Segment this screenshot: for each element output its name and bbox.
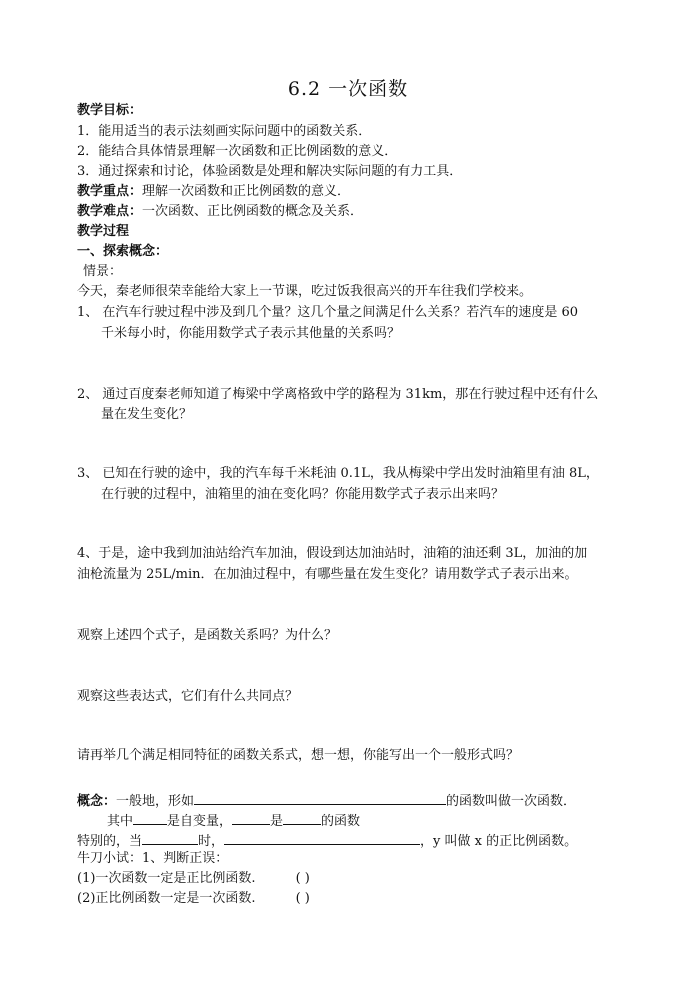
blank-function-of-1[interactable]: [232, 811, 270, 825]
question-3-line-2: 在行驶的过程中，油箱里的油在变化吗？你能用数学式子表示出来吗？: [101, 487, 505, 502]
blank-condition[interactable]: [142, 831, 198, 845]
concept-post: 的函数叫做一次函数．: [446, 794, 577, 809]
difficulty-label: 教学难点：: [77, 204, 143, 219]
question-2-line-1: 2、 通过百度秦老师知道了梅梁中学离格致中学的路程为 31km，那在行驶过程中还有什么: [77, 387, 599, 402]
key-point-label: 教学重点：: [77, 184, 143, 199]
sub-text-4: 的函数: [321, 814, 361, 829]
objectives-heading: 教学目标：: [77, 103, 143, 118]
observe-question-1: 观察上述四个式子，是函数关系吗？为什么？: [77, 628, 338, 643]
blank-proportional-form[interactable]: [224, 831, 420, 845]
intro-text: 今天，秦老师很荣幸能给大家上一节课，吃过饭我很高兴的开车往我们学校来。: [77, 284, 533, 299]
quiz-item: [77, 891, 310, 907]
page-title: 6.2 一次函数: [287, 78, 409, 100]
concept-pre: 一般地，形如: [116, 794, 195, 809]
special-text-1: 特别的，当: [77, 834, 143, 849]
answer-parentheses[interactable]: ( ): [295, 891, 310, 906]
key-point: [77, 184, 350, 200]
quiz-statement: (1)一次函数一定是正比例函数.: [77, 871, 256, 886]
section-heading: 一、探索概念：: [77, 244, 169, 259]
special-text-2: 时，: [198, 834, 225, 849]
objective-item: 2．能结合具体情景理解一次函数和正比例函数的意义．: [77, 144, 398, 159]
observe-question-2: 观察这些表达式，它们有什么共同点？: [77, 689, 299, 704]
sub-text-1: 其中: [107, 814, 134, 829]
question-4-line-2: 油枪流量为 25L/min．在加油过程中，有哪些量在发生变化？请用数学式子表示出来。: [77, 567, 578, 582]
difficulty: [77, 204, 363, 220]
general-form-prompt: 请再举几个满足相同特征的函数关系式，想一想，你能写出一个一般形式吗？: [77, 748, 520, 763]
objective-item: 3．通过探索和讨论，体验函数是处理和解决实际问题的有力工具．: [77, 164, 463, 179]
special-case-line: [77, 831, 577, 850]
objective-item: 1．能用适当的表示法刻画实际问题中的函数关系．: [77, 124, 372, 139]
sub-text-2: 是自变量，: [167, 814, 233, 829]
quiz-item: [77, 871, 310, 887]
scenario-label: 情景：: [83, 264, 123, 279]
process-heading: 教学过程: [77, 224, 130, 239]
question-3-line-1: 3、 已知在行驶的途中，我的汽车每千米耗油 0.1L，我从梅梁中学出发时油箱里有油 8L，: [77, 466, 599, 481]
concept-sub-line: [107, 811, 360, 830]
quiz-statement: (2)正比例函数一定是一次函数.: [77, 891, 256, 906]
sub-text-3: 是: [270, 814, 284, 829]
question-4-line-1: 4、于是，途中我到加油站给汽车加油，假设到达加油站时，油箱的油还剩 3L，加油的加: [77, 546, 588, 561]
blank-function-of-2[interactable]: [283, 811, 321, 825]
concept-label: 概念：: [77, 794, 117, 809]
blank-variable[interactable]: [133, 811, 167, 825]
special-text-3: ，y 叫做 x 的正比例函数。: [420, 834, 578, 849]
question-2-line-2: 量在发生变化？: [101, 407, 193, 422]
question-1-line-1: 1、 在汽车行驶过程中涉及到几个量？这几个量之间满足什么关系？若汽车的速度是 60: [77, 305, 579, 320]
key-point-text: 理解一次函数和正比例函数的意义．: [142, 184, 351, 199]
question-1-line-2: 千米每小时，你能用数学式子表示其他量的关系吗？: [101, 326, 401, 341]
concept-line: [77, 791, 576, 810]
answer-parentheses[interactable]: ( ): [295, 871, 310, 886]
quiz-heading: 牛刀小试：1、判断正误：: [77, 851, 229, 866]
difficulty-text: 一次函数、正比例函数的概念及关系．: [142, 204, 364, 219]
blank-general-form[interactable]: [194, 791, 446, 805]
